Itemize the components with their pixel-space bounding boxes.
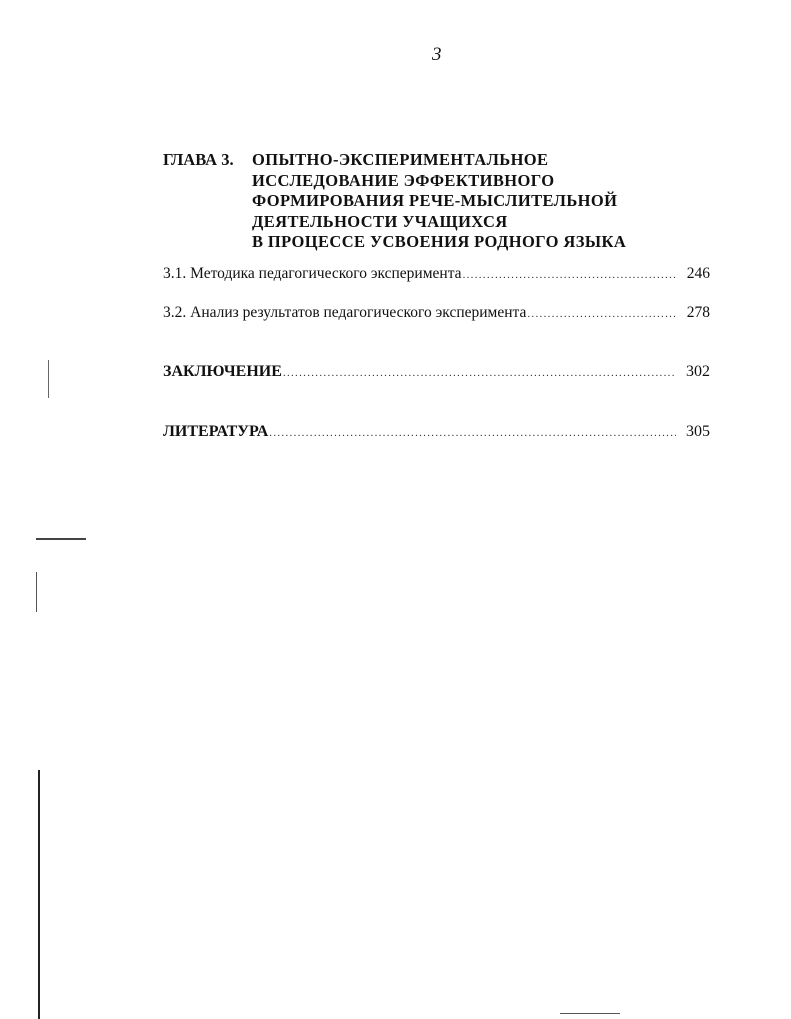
toc-entry-label: 3.1. Методика педагогического эксперимента (163, 265, 462, 282)
toc-dot-leader (283, 367, 676, 379)
toc-dot-leader (463, 269, 676, 281)
chapter-title-line: ИССЛЕДОВАНИЕ ЭФФЕКТИВНОГО (252, 170, 555, 190)
chapter-title-line: ДЕЯТЕЛЬНОСТИ УЧАЩИХСЯ (252, 211, 508, 231)
toc-dot-leader (269, 427, 676, 439)
scan-edge-line (36, 572, 37, 612)
toc-entry-page: 305 (686, 423, 710, 440)
page-number: 3 (432, 44, 442, 65)
toc-entry-3-1 (163, 265, 710, 283)
toc-entry-page: 246 (686, 265, 710, 282)
toc-entry-label: ЛИТЕРАТУРА (163, 423, 269, 440)
toc-entry-conclusion (163, 363, 710, 381)
chapter-title (252, 150, 682, 253)
toc-entry-literature (163, 423, 710, 441)
toc-entry-label: ЗАКЛЮЧЕНИЕ (163, 363, 282, 380)
toc-entry-label: 3.2. Анализ результатов педагогического эксперимента (163, 304, 527, 321)
toc-entry-3-2 (163, 304, 710, 322)
scan-edge-mark (36, 538, 86, 540)
toc-entry-page: 302 (686, 363, 710, 380)
scan-edge-line (38, 770, 40, 1019)
chapter-label: ГЛАВА 3. (163, 150, 234, 169)
scan-edge-line (560, 1013, 620, 1014)
chapter-title-line: В ПРОЦЕССЕ УСВОЕНИЯ РОДНОГО ЯЗЫКА (252, 232, 627, 251)
toc-dot-leader (527, 308, 676, 320)
scan-edge-line (48, 360, 49, 398)
toc-entry-page: 278 (686, 304, 710, 321)
chapter-title-line: ФОРМИРОВАНИЯ РЕЧЕ-МЫСЛИТЕЛЬНОЙ (252, 191, 618, 210)
chapter-title-line: ОПЫТНО-ЭКСПЕРИМЕНТАЛЬНОЕ (252, 150, 549, 169)
